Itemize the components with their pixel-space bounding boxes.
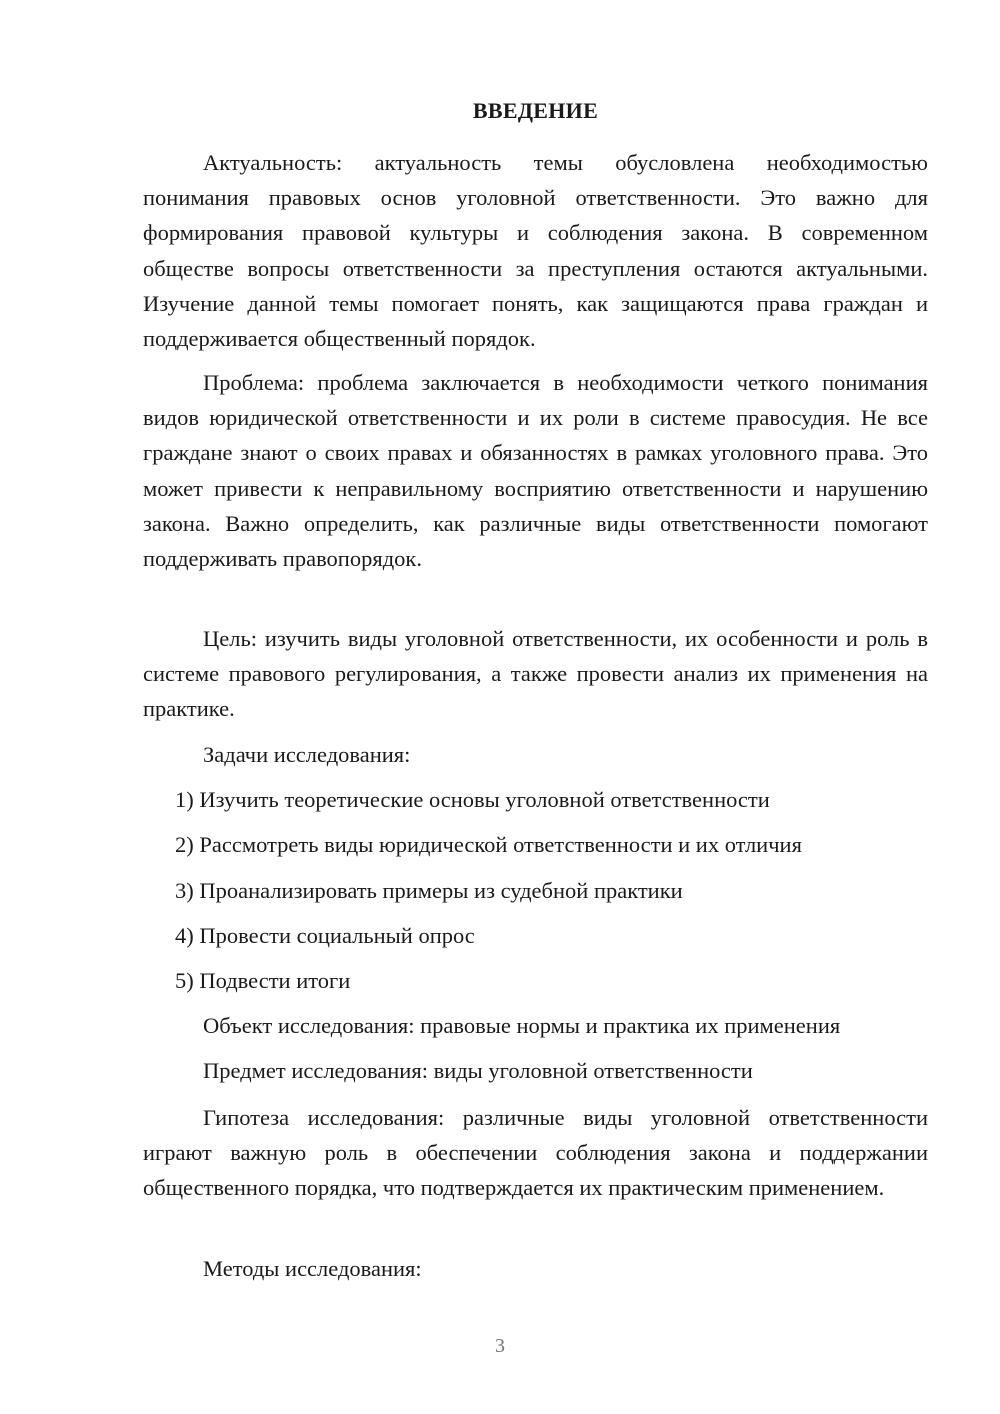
- problem-paragraph: Проблема: проблема заключается в необходимости четкого понимания видов юридической ответственности и их роли в системе правосудия. Не все граждане знают о своих правах и обязанностях в рамках уголовного права. Это может привести к неправильному восприятию ответственности и нарушению закона. Важно определить, как различные виды ответственности помогают поддерживать правопорядок.: [143, 370, 928, 572]
- tasks-heading: Задачи исследования:: [203, 742, 411, 767]
- page-number: 3: [495, 1335, 505, 1357]
- task-item-1: 1) Изучить теоретические основы уголовной ответственности: [175, 787, 770, 812]
- task-item-5: 5) Подвести итоги: [175, 968, 351, 993]
- methods-heading: Методы исследования:: [203, 1256, 422, 1281]
- task-item-2: 2) Рассмотреть виды юридической ответственности и их отличия: [175, 832, 802, 857]
- relevance-paragraph: Актуальность: актуальность темы обусловлена необходимостью понимания правовых основ уголовной ответственности. Это важно для формирования правовой культуры и соблюдения закона. В современном обществе вопросы ответственности за преступления остаются актуальными. Изучение данной темы помогает понять, как защищаются права граждан и поддерживается общественный порядок.: [143, 150, 928, 352]
- task-item-4: 4) Провести социальный опрос: [175, 923, 475, 948]
- hypothesis-paragraph: Гипотеза исследования: различные виды уголовной ответственности играют важную роль в обеспечении соблюдения закона и поддержании общественного порядка, что подтверждается их практическим применением.: [143, 1105, 928, 1201]
- task-item-3: 3) Проанализировать примеры из судебной практики: [175, 878, 683, 903]
- research-object: Объект исследования: правовые нормы и практика их применения: [203, 1013, 841, 1038]
- research-subject: Предмет исследования: виды уголовной ответственности: [203, 1058, 753, 1083]
- goal-paragraph: Цель: изучить виды уголовной ответственности, их особенности и роль в системе правового регулирования, а также провести анализ их применения на практике.: [143, 626, 928, 722]
- page-title: ВВЕДЕНИЕ: [472, 98, 599, 123]
